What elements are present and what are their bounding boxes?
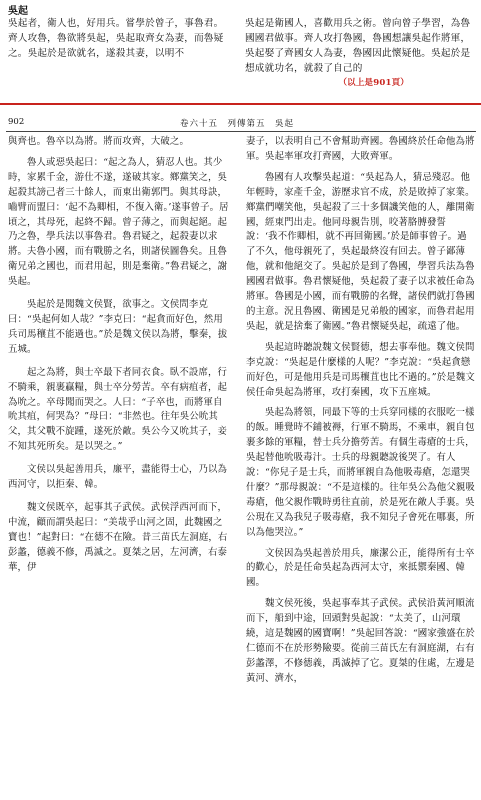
- prev-section-title: 吳起: [8, 6, 28, 17]
- running-header: [0, 117, 481, 131]
- translation-paragraph: 魯國有人攻擊吳起道：“吳起為人，猜忌殘忍。他年輕時，家產千金，游歷求官不成，於是敗掉了家業。鄉黨們嘲笑他，吳起殺了三十多個譏笑他的人，離開衛國，經東門出走。他同母親告別，咬著胳膊發誓說：‘我不作卿相，就不再回衛國。’於是師事曾子。過了不久，他母親死了，吳起最終沒有回去。曾子鄙薄他，就和他絕交了。吳起於是到了魯國，學習兵法為魯國國君做事。魯君懷疑他，吳起殺了妻子以求被任命為將軍。魯國是小國，而有戰勝的名聲，諸侯們就打魯國的主意。況且魯國、衛國是兄弟般的國家，而魯君起用吳起，就是捨棄了衛國。”魯君懷疑吳起，疏遠了他。: [246, 171, 475, 332]
- running-title: 卷六十五 列傳第五 吳起: [180, 119, 295, 129]
- translation-paragraph: 吳起這時聽說魏文侯賢德，想去事奉他。魏文侯問李克說：“吳起是什麼樣的人呢？”李克說：“吳起貪戀而好色，可是他用兵是司馬穰苴也比不過的。”於是魏文侯任命吳起為將軍，攻打秦國，攻下五座城。: [246, 341, 475, 398]
- translation-paragraph: 妻子，以表明自己不會幫助齊國。魯國終於任命他為將軍。吳起率軍攻打齊國，大敗齊軍。: [246, 136, 475, 162]
- original-paragraph: 起之為將，與士卒最下者同衣食。臥不設席，行不騎乘，親裹贏糧，與士卒分勞苦。卒有病疽者，起為吮之。卒母聞而哭之。人曰：“子卒也，而將軍自吮其疽，何哭為？”母曰：“非然也。往年吳公吮其父，其父戰不旋踵，遂死於敵。吳公今又吮其子，妾不知其死所矣。是以哭之。”: [8, 366, 228, 453]
- original-paragraph: 與齊也。魯卒以為將。將而攻齊，大破之。: [8, 136, 189, 147]
- original-paragraph: 魯人或惡吳起曰：“起之為人，猜忍人也。其少時，家累千金，游仕不遂，遂破其家。鄉黨笑之，吳起殺其謗己者三十餘人，而東出衛郭門。與其母訣，嚙臂而盟曰：‘起不為卿相，不復入衛。’遂事曾子。居頃之，其母死，起終不歸。曾子薄之，而與起絕。起乃之魯，學兵法以事魯君。魯君疑之，起殺妻以求將。夫魯小國，而有戰勝之名，則諸侯圖魯矣。且魯衛兄弟之國也，而君用起，則是棄衛。”魯君疑之，謝吳起。: [8, 156, 229, 288]
- original-text-column: [8, 135, 232, 581]
- page-number: 902: [8, 117, 25, 127]
- translation-paragraph: 吳起為將領，同最下等的士兵穿同樣的衣服吃一樣的飯。睡覺時不鋪被褥，行軍不騎馬，不乘車，親自包裹多餘的軍糧，替士兵分擔勞苦。有個生毒瘡的士兵，吳起替他吮吸毒汁。士兵的母親聽說後哭了。有人說：“你兒子是士兵，而將軍親自為他吸毒瘡，怎還哭什麼？”那母親說：“不是這樣的。往年吳公為他父親吸毒瘡，他父親作戰時勇往直前，於是死在敵人手裏。吳公現在又為我兒子吸毒瘡，我不知兒子會死在哪裏，所以為他哭泣。”: [246, 407, 475, 538]
- header-rule: [6, 131, 476, 132]
- translation-column: [246, 135, 476, 693]
- prev-translation-text: [245, 16, 473, 91]
- page-end-note: （以上是901頁）: [338, 78, 409, 88]
- translation-paragraph: 魏文侯死後，吳起事奉其子武侯。武侯沿黃河順流而下，船到中途，回頭對吳起說：“太美了，山河環繞，這是魏國的國寶啊！”吳起回答說：“國家強盛在於仁德而不在於形勢險要。從前三苗氏左有洞庭湖，右有彭蠡澤，不修德義，禹滅掉了它。夏桀的住處，左邊是黃河、濟水，: [246, 598, 475, 684]
- original-paragraph: 文侯以吳起善用兵，廉平，盡能得士心，乃以為西河守，以拒秦、韓。: [8, 464, 228, 491]
- red-divider-line: [0, 103, 481, 105]
- original-paragraph: 魏文侯既卒，起事其子武侯。武侯浮西河而下，中流，顧而謂吳起曰：“美哉乎山河之固，此魏國之寶也！”起對曰：“在德不在險。昔三苗氏左洞庭，右彭蠡，德義不修，禹滅之。夏桀之居，左河濟，右泰華，伊: [8, 501, 228, 573]
- original-paragraph: 吳起於是聞魏文侯賢，欲事之。文侯問李克曰：“吳起何如人哉？”李克曰：“起貪而好色，然用兵司馬穰苴不能過也。”於是魏文侯以為將，擊秦，拔五城。: [8, 299, 228, 355]
- translation-paragraph: 文侯因為吳起善於用兵，廉潔公正，能得所有士卒的歡心，於是任命吳起為西河太守，來抵禦秦國、韓國。: [246, 547, 475, 589]
- prev-original-text: [8, 16, 230, 61]
- prev-translation-paragraph: 吳起是衛國人，喜歡用兵之術。曾向曾子學習，為魯國國君做事。齊人攻打魯國，魯國想讓吳起作將軍，吳起娶了齊國女人為妻，魯國因此懷疑他。吳起於是想成就功名，就殺了自己的: [245, 18, 471, 74]
- prev-original-paragraph: 吳起者，衛人也，好用兵。嘗學於曾子，事魯君。齊人攻魯，魯欲將吳起，吳起取齊女為妻，而魯疑之。吳起於是欲就名，遂殺其妻，以明不: [8, 18, 224, 59]
